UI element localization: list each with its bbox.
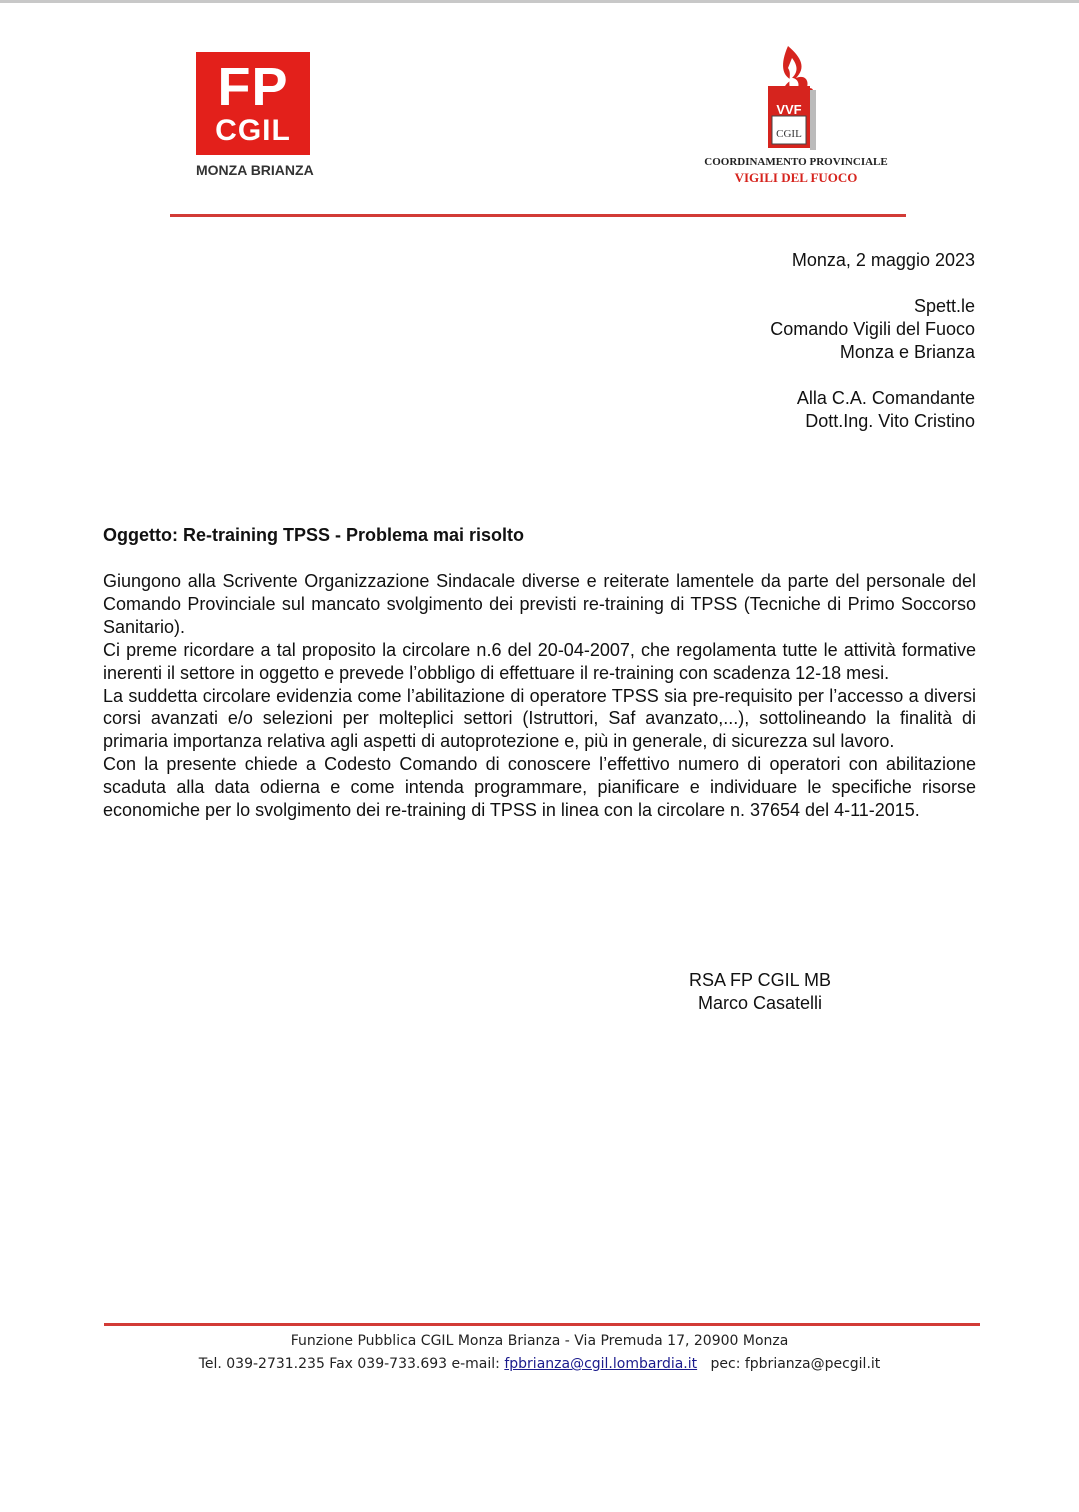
attention-line: Alla C.A. Comandante xyxy=(796,388,975,408)
recipient-line: Comando Vigili del Fuoco xyxy=(770,319,975,339)
footer-address: Funzione Pubblica CGIL Monza Brianza - Via Premuda 17, 20900 Monza xyxy=(290,1333,789,1349)
body-paragraph: Giungono alla Scrivente Organizzazione Sindacale diverse e reiterate lamentele da parte del personale del Comando Provinciale sul mancato svolgimento dei previsti re-training di TPSS (Tecniche di Primo Soccorso Sanitario). xyxy=(103,571,976,637)
footer-email-link[interactable]: fpbrianza@cgil.lombardia.it xyxy=(504,1356,698,1372)
signature-org: RSA FP CGIL MB xyxy=(688,970,832,990)
cgil-logo-text: CGIL xyxy=(215,114,291,147)
vvf-badge-text: VVF xyxy=(776,102,802,117)
body-paragraph: Con la presente chiede a Codesto Comando di conoscere l’effettivo numero di operatori con abilitazione scaduta alla data odierna e come intenda programmare, pianificare e individuare le specifiche risorse economiche per lo svolgimento dei re-training di TPSS in linea con la circolare n. 37654 del 4-11-2015. xyxy=(103,754,976,821)
letter-subject: Oggetto: Re-training TPSS - Problema mai risolto xyxy=(103,525,525,545)
footer-tel-fax: Tel. 039-2731.235 Fax 039-733.693 e-mail: xyxy=(198,1356,505,1372)
fp-cgil-logo-box xyxy=(196,52,310,155)
top-border xyxy=(0,0,1079,3)
fp-logo-subtitle: MONZA BRIANZA xyxy=(196,162,314,178)
vvf-logo-line2: VIGILI DEL FUOCO xyxy=(734,170,858,185)
recipient-address xyxy=(770,295,975,364)
vvf-logo-line1: COORDINAMENTO PROVINCIALE xyxy=(704,156,888,168)
fp-logo-text: FP xyxy=(217,57,289,117)
flame-icon xyxy=(762,44,830,152)
attention-block xyxy=(797,387,975,433)
recipient-line: Spett.le xyxy=(913,296,975,316)
vvf-cgil-logo xyxy=(696,44,896,189)
footer-divider xyxy=(104,1323,980,1326)
footer-pec: pec: fpbrianza@pecgil.it xyxy=(697,1356,881,1372)
letter-body xyxy=(103,570,976,822)
fp-cgil-logo xyxy=(196,52,314,180)
footer-contacts xyxy=(0,1356,1079,1372)
header-divider xyxy=(170,214,906,217)
signature-name: Marco Casatelli xyxy=(697,993,823,1013)
body-paragraph: La suddetta circolare evidenzia come l’abilitazione di operatore TPSS sia pre-requisito per l’accesso a diversi corsi avanzati e/o selezioni per molteplici settori (Istruttori, Saf avanzato,...), sottolineando la finalità di primaria importanza relativa agli aspetti di autoprotezione e, più in generale, di sicurezza sul lavoro. xyxy=(103,685,976,752)
recipient-line: Monza e Brianza xyxy=(839,342,975,362)
attention-line: Dott.Ing. Vito Cristino xyxy=(805,411,975,431)
signature-block xyxy=(660,969,860,1015)
letter-date: Monza, 2 maggio 2023 xyxy=(791,250,975,270)
body-paragraph: Ci preme ricordare a tal proposito la circolare n.6 del 20-04-2007, che regolamenta tutte le attività formative inerenti il settore in oggetto e prevede l’obbligo di effettuare il re-training con scadenza 12-18 mesi. xyxy=(103,639,976,683)
vvf-badge-subtext: CGIL xyxy=(776,128,802,140)
